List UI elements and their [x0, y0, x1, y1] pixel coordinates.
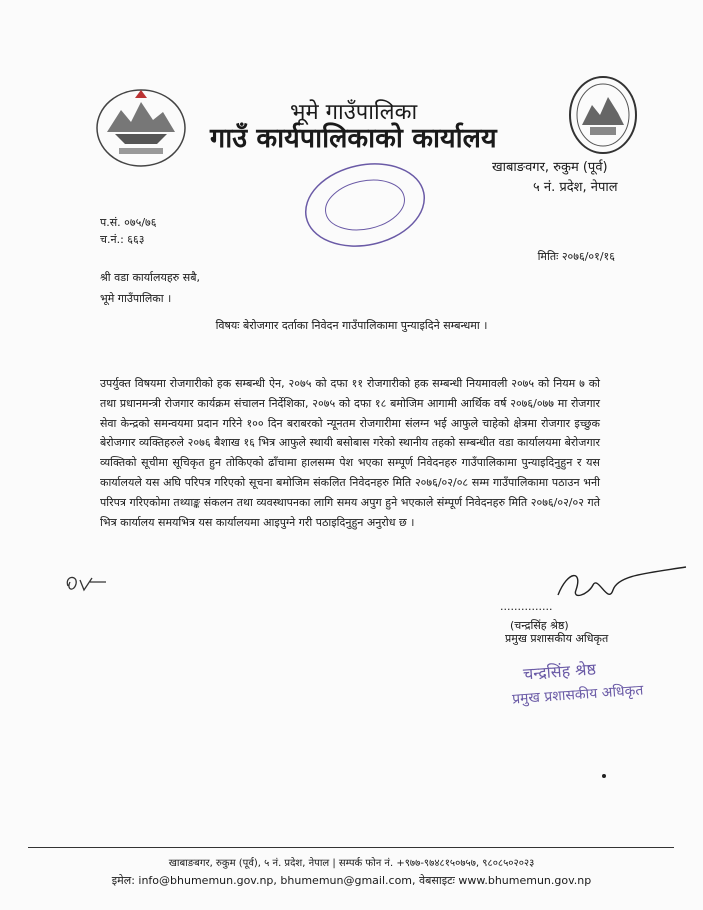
office-title: गाउँ कार्यपालिकाको कार्यालय	[210, 123, 497, 154]
letter-date: मितिः २०७६/०१/१६	[537, 250, 615, 263]
office-round-stamp	[300, 160, 430, 250]
letter-subject: विषयः बेरोजगार दर्ताका निवेदन गाउँपालिकामा पुन्याइदिने सम्बन्धमा ।	[215, 319, 488, 332]
signatory-name: (चन्द्रसिंह श्रेष्ठ)	[510, 619, 569, 632]
footer-divider	[28, 847, 674, 848]
stamp-name: चन्द्रसिंह श्रेष्ठ	[522, 659, 597, 684]
recipient-line-1: श्री वडा कार्यालयहरु सबै,	[100, 271, 200, 284]
municipality-logo	[568, 75, 638, 155]
footer-email-website: इमेल: info@bhumemun.gov.np, bhumemun@gmail.com, वेबसाइटः www.bhumemun.gov.np	[111, 874, 592, 887]
signature-dotted-line: ...............	[500, 600, 553, 613]
signatory-title: प्रमुख प्रशासकीय अधिकृत	[505, 632, 609, 645]
handwritten-initials	[62, 572, 110, 596]
nepal-government-emblem	[95, 88, 187, 168]
dispatch-number: च.नं.: ६६३	[100, 233, 145, 246]
address-line-2: ५ नं. प्रदेश, नेपाल	[533, 180, 618, 195]
handwritten-signature	[538, 565, 688, 610]
letter-body: उपर्युक्त विषयमा रोजगारीको हक सम्बन्धी ऐन, २०७५ को दफा ११ रोजगारीको हक सम्बन्धी नियमावली २०७५ को नियम ७ को तथा प्रधानमन्त्री रोजगार कार्यक्रम संचालन निर्देशिका, २०७५ को दफा १८ बमोजिम आगामी आर्थिक वर्ष २०७६/०७७ मा रोजगार सेवा केन्द्रको समन्वयमा प्रदान गरिने १०० दिन बराबरको न्यूनतम रोजगारीमा संलग्न भई आफुले चाहेको क्षेत्रमा रोजगार इच्छुक बेरोजगार व्यक्तिहरुले २०७६ बैशाख १६ भित्र आफुले स्थायी बसोबास गरेको स्थानीय तहको सम्बन्धीत वडा कार्यालयमा बेरोजगार व्यक्तिको सूचीमा सूचिकृत हुन तोकिएको ढाँचामा हालसम्म पेश भएका सम्पूर्ण निवेदनहरु गाउँपालिकामा पुन्याइदिनुहुन र यस कार्यालयले यस अघि परिपत्र गरिएको सूचना बमोजिम संकलित निवेदनहरु मिति २०७६/०२/०८ सम्म गाउँपालिकामा पठाउन भनी परिपत्र गरिएकोमा तथ्याङ्क संकलन तथा व्यवस्थापनका लागि समय अपुग हुने भएकाले संम्पूर्ण निवेदनहरु मिति २०७६/०२/०२ गते भित्र कार्यालय समयभित्र यस कार्यालयमा आइपुग्ने गरी पठाइदिनुहुन अनुरोध छ ।	[100, 377, 600, 529]
recipient-line-2: भूमे गाउँपालिका ।	[100, 292, 172, 305]
stamp-title: प्रमुख प्रशासकीय अधिकृत	[511, 682, 644, 708]
municipality-name: भूमे गाउँपालिका	[290, 100, 418, 125]
reference-number: प.सं. ०७५/७६	[100, 216, 157, 229]
address-line-1: खाबाङवगर, रुकुम (पूर्व)	[492, 160, 608, 175]
footer-contact: खाबाङबगर, रुकुम (पूर्व), ५ नं. प्रदेश, नेपाल | सम्पर्क फोन नं. +९७७-९७४८१५०७५७, ९८०८५०२०२३	[168, 858, 535, 869]
ink-dot	[602, 774, 606, 778]
